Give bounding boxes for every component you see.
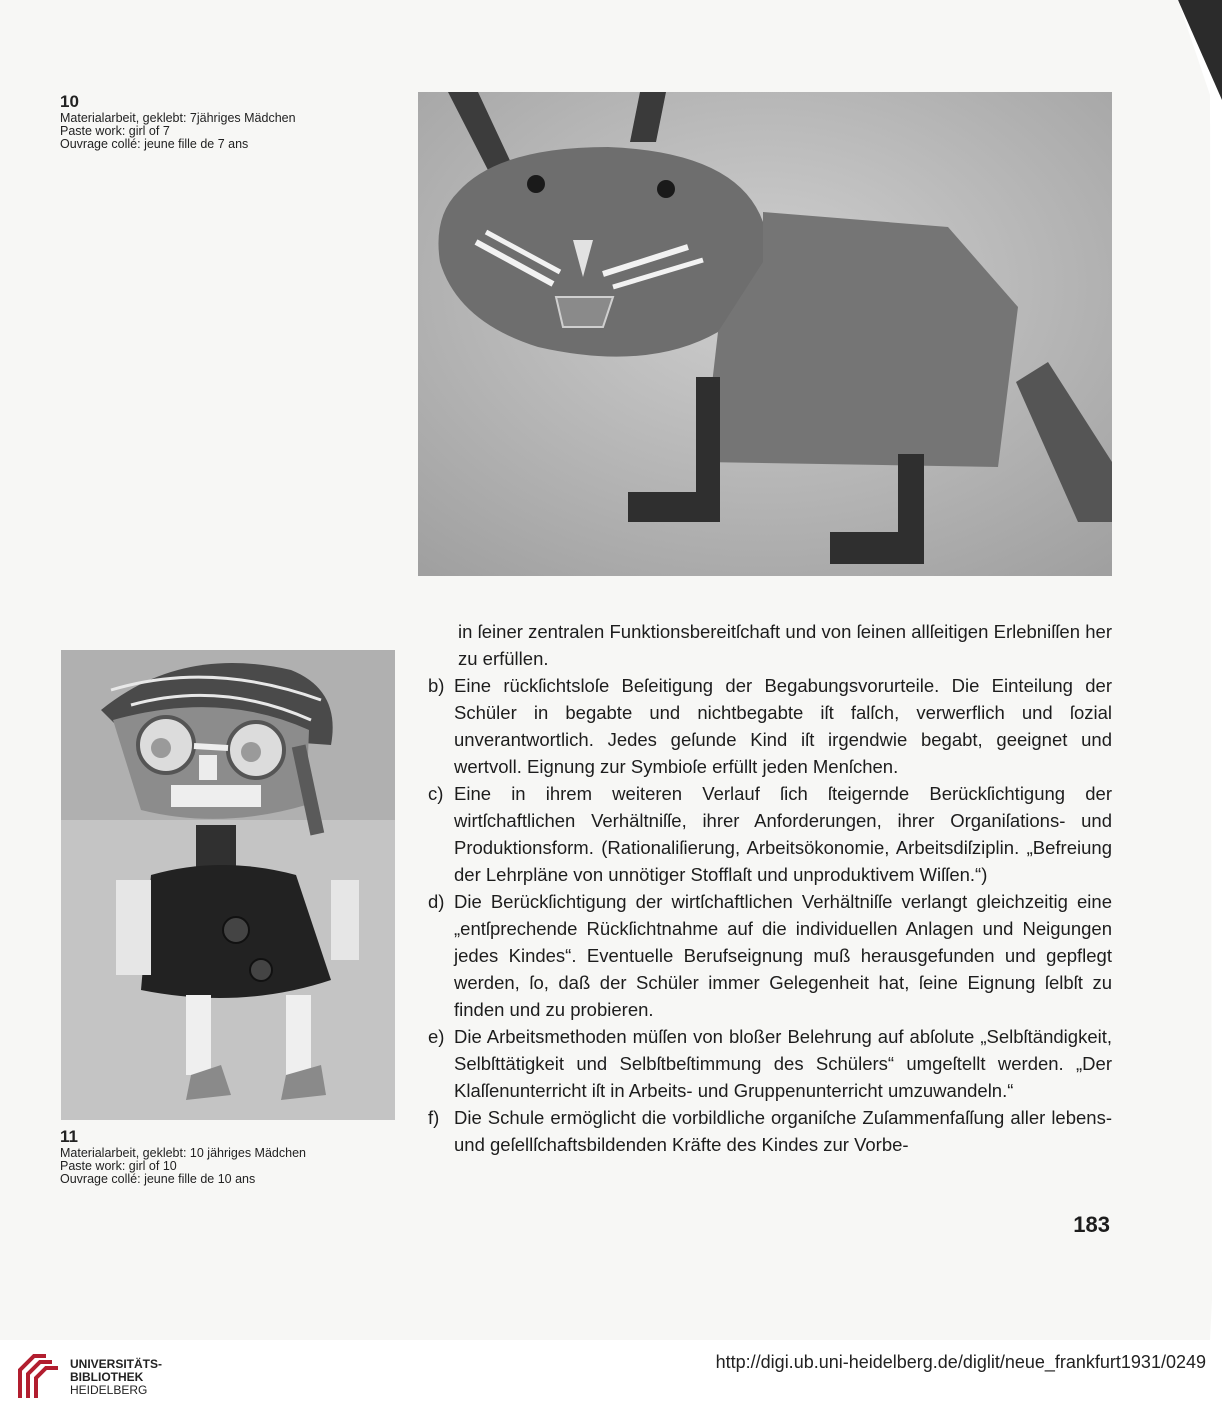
list-text-e: Die Arbeitsmethoden müſſen von bloßer Belehrung auf abſolute „Selbſtändigkeit, Selbſttätigkeit und Selbſtbeſtimmung des Schülers“ umgeſtellt werden. „Der Klaſſenunterricht iſt in Arbeits- und Gruppenunterricht umzuwandeln.“ (454, 1026, 1112, 1101)
caption-figure-10 (60, 93, 296, 151)
list-label-c: c) (428, 783, 444, 804)
caption-10-german: Materialarbeit, geklebt: 7jähriges Mädchen (60, 111, 296, 125)
figure-number-10: 10 (60, 92, 79, 111)
list-item-c (428, 780, 1112, 888)
caption-11-english: Paste work: girl of 10 (60, 1159, 177, 1173)
figure-11-girl-collage-photo (61, 650, 395, 1120)
intro-paragraph: in ſeiner zentralen Funktionsbereitſchaft und von ſeinen allſeitigen Erlebniſſen her zu erfüllen. (458, 621, 1112, 669)
library-name (70, 1358, 162, 1397)
page-number: 183 (1073, 1212, 1110, 1237)
list-label-f: f) (428, 1107, 440, 1128)
figure-number-11: 11 (60, 1127, 78, 1146)
list-label-e: e) (428, 1026, 445, 1047)
caption-10-english: Paste work: girl of 7 (60, 124, 170, 138)
figure-10-cat-collage-photo (418, 92, 1112, 576)
source-url-link[interactable]: http://digi.ub.uni-heidelberg.de/diglit/neue_frankfurt1931/0249 (715, 1352, 1206, 1372)
caption-10-french: Ouvrage collé: jeune fille de 7 ans (60, 137, 249, 151)
list-text-f: Die Schule ermöglicht die vorbildliche organiſche Zuſammenfaſſung aller lebens- und geſellſchaftsbildenden Kräfte des Kindes zur Vorbe- (454, 1107, 1112, 1155)
list-item-d (428, 888, 1112, 1023)
list-label-d: d) (428, 891, 445, 912)
library-name-line1: UNIVERSITÄTS- (70, 1357, 163, 1371)
list-label-b: b) (428, 675, 445, 696)
list-item-e (428, 1023, 1112, 1104)
list-item-b (428, 672, 1112, 780)
library-logo-icon (16, 1352, 62, 1402)
caption-11-french: Ouvrage collé: jeune fille de 10 ans (60, 1172, 256, 1186)
list-text-d: Die Berückſichtigung der wirtſchaftlichen Verhältniſſe verlangt gleichzeitig eine „entſprechende Rückſichtnahme auf die individuellen Anlagen und Neigungen jedes Kindes“. Eventuelle Berufseignung muß herausgefunden und gepflegt werden, ſo, daß der Schüler immer Gelegenheit hat, ſeine Eignung ſelbſt zu finden und zu probieren. (454, 891, 1112, 1020)
library-name-line3: HEIDELBERG (70, 1383, 148, 1397)
body-text (428, 618, 1112, 1158)
caption-11-german: Materialarbeit, geklebt: 10 jähriges Mädchen (60, 1146, 306, 1160)
library-name-line2: BIBLIOTHEK (70, 1370, 144, 1384)
list-item-f (428, 1104, 1112, 1158)
list-text-c: Eine in ihrem weiteren Verlauf ſich ſteigernde Berückſichtigung der wirtſchaftlichen Verhältniſſe, ihrer Anforderungen, ihrer Organiſations- und Produktionsform. (Rationaliſierung, Arbeitsökonomie, Arbeitsdiſziplin. „Befreiung der Lehrpläne von unnötiger Stofflaſt und unproduktivem Wiſſen.“) (454, 783, 1112, 885)
caption-figure-11 (60, 1128, 306, 1186)
list-text-b: Eine rückſichtsloſe Beſeitigung der Begabungsvorurteile. Die Einteilung der Schüler in begabte und nichtbegabte iſt falſch, verwerflich und ſozial unverantwortlich. Jedes geſunde Kind iſt irgendwie begabt, geeignet und wertvoll. Eignung zur Symbioſe erfüllt jeden Menſchen. (454, 675, 1112, 777)
